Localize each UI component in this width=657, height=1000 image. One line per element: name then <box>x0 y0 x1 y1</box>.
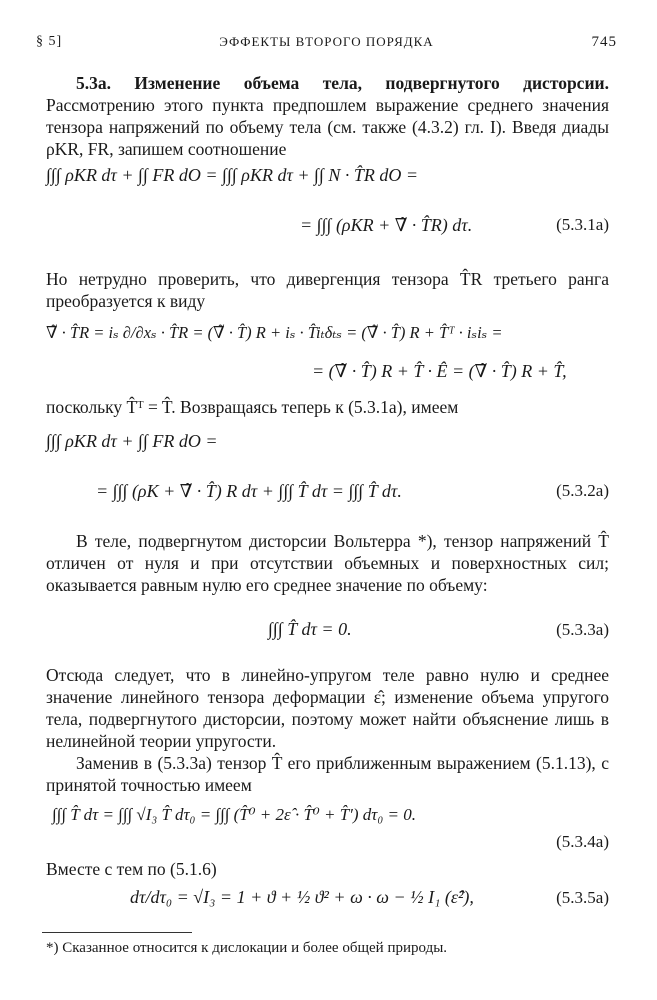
equation-divergence-line2: = (∇̃ · T̂) R + T̂ · Ê = (∇̃ · T̂) R + T̂, <box>312 361 567 381</box>
paragraph-meanwhile <box>46 858 609 880</box>
subsection-heading: 5.3а. Изменение объема тела, подвергнутого дисторсии. <box>76 73 609 93</box>
equation-number-534a: (5.3.4а) <box>556 832 609 851</box>
paragraph-text: Отсюда следует, что в линейно-упругом теле равно нулю и среднее значение линейного тензора деформации ε̂; изменение объема упругого тела, подвергнутого дисторсии, поэтому может найти объяснение лишь в нелинейной теории упругости. <box>46 665 609 751</box>
paragraph-since <box>46 396 609 418</box>
equation-number-531a: (5.3.1а) <box>556 215 609 234</box>
equation-535a: dτ/dτ₀ = √I₃ = 1 + ϑ + ½ ϑ² + ω · ω − ½ I₁ (ε̂²), <box>130 887 474 907</box>
paragraph-text: Заменив в (5.3.3а) тензор T̂ его приближенным выражением (5.1.13), с принятой точностью имеем <box>46 753 609 795</box>
section-marker: § 5] <box>36 34 63 49</box>
equation-number-532a: (5.3.2а) <box>556 481 609 500</box>
paragraph-text: В теле, подвергнутом дисторсии Вольтерра *), тензор напряжений T̂ отличен от нуля и при отсутствии объемных и поверхностных сил; оказывается равным нулю его среднее значение по объему: <box>46 531 609 595</box>
equation-533a: ∫∫∫ T̂ dτ = 0. <box>268 619 352 639</box>
paragraph-intro <box>46 72 609 160</box>
equation-531a-line1: ∫∫∫ ρKR dτ + ∫∫ FR dO = ∫∫∫ ρKR dτ + ∫∫ N · T̂R dO = <box>46 165 419 185</box>
equation-532a-line1: ∫∫∫ ρKR dτ + ∫∫ FR dO = <box>46 431 218 451</box>
footnote-divider <box>42 932 192 933</box>
equation-534a: ∫∫∫ T̂ dτ = ∫∫∫ √I₃ T̂ dτ₀ = ∫∫∫ (T̂⁰ + 2ε̂ · T̂⁰ + T̂′) dτ₀ = 0. <box>52 805 417 824</box>
equation-532a-line2: = ∫∫∫ (ρK + ∇̃ · T̂) R dτ + ∫∫∫ T̂ dτ = ∫∫∫ T̂ dτ. <box>96 481 402 501</box>
equation-number-533a: (5.3.3а) <box>556 620 609 639</box>
footnote: *) Сказанное относится к дислокации и более общей природы. <box>46 940 448 956</box>
running-title: ЭФФЕКТЫ ВТОРОГО ПОРЯДКА <box>219 34 434 49</box>
paragraph-consequence <box>46 664 609 752</box>
page-number: 745 <box>591 34 617 50</box>
paragraph-volterra <box>46 530 609 596</box>
equation-divergence-line1: ∇̃ · T̂R = iₛ ∂/∂xₛ · T̂R = (∇̃ · T̂) R + iₛ · T̂iₜδₜₛ = (∇̃ · T̂) R + T̂ᵀ · iₛiₛ = <box>46 323 503 342</box>
paragraph-text: Но нетрудно проверить, что дивергенция тензора T̂R третьего ранга преобразуется к виду <box>46 269 609 311</box>
equation-531a-line2: = ∫∫∫ (ρKR + ∇̃ · T̂R) dτ. <box>300 215 473 235</box>
running-header <box>36 34 617 56</box>
paragraph-divergence <box>46 268 609 312</box>
paragraph-text: Рассмотрению этого пункта предпошлем выражение среднего значения тензора напряжений по объему тела (см. также (4.3.2) гл. I). Введя диады ρKR, FR, запишем соотношение <box>46 95 609 159</box>
paragraph-replace <box>46 752 609 796</box>
equation-number-535a: (5.3.5а) <box>556 888 609 907</box>
paragraph-text: Вместе с тем по (5.1.6) <box>46 859 217 879</box>
paragraph-text: поскольку T̂ᵀ = T̂. Возвращаясь теперь к (5.3.1а), имеем <box>46 397 459 417</box>
